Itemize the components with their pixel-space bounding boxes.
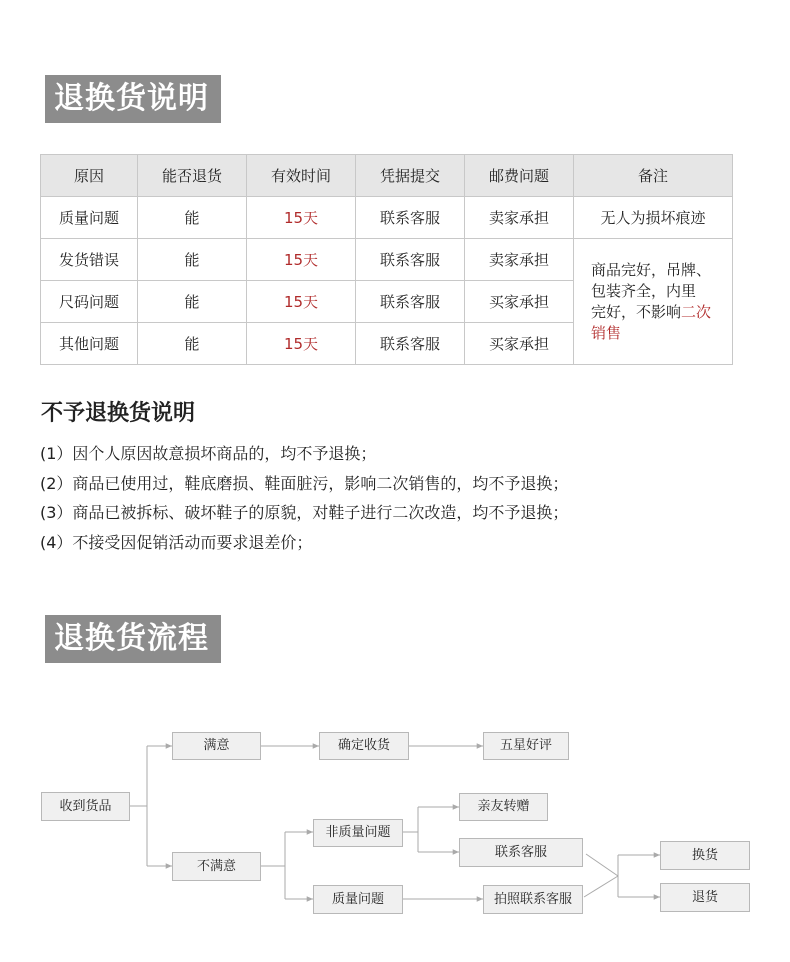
policy-section-title: 退换货说明 <box>45 75 221 123</box>
non-returnable-title: 不予退换货说明 <box>41 401 196 426</box>
return-policy-table <box>40 154 733 365</box>
shipping-cost-cell: 买家承担 <box>465 323 574 365</box>
list-item: (1）因个人原因故意损坏商品的，均不予退换； <box>40 444 377 463</box>
reason-cell: 质量问题 <box>41 197 138 239</box>
flow-node-refund: 退货 <box>660 883 750 912</box>
flow-node-non-quality-issue: 非质量问题 <box>313 819 403 847</box>
returnable-cell: 能 <box>138 281 247 323</box>
column-header: 能否退货 <box>138 155 247 197</box>
proof-cell: 联系客服 <box>356 281 465 323</box>
connector-line <box>584 876 618 897</box>
table-row <box>41 239 733 281</box>
valid-period-cell: 15天 <box>247 323 356 365</box>
note-cell: 无人为损坏痕迹 <box>574 197 733 239</box>
valid-period-cell: 15天 <box>247 281 356 323</box>
list-item: (4）不接受因促销活动而要求退差价； <box>40 532 313 552</box>
note-line: 完好，不影响 <box>591 302 682 321</box>
flow-node-gift-to-friends: 亲友转赠 <box>459 793 548 821</box>
process-section-title: 退换货流程 <box>45 615 221 663</box>
reason-cell: 发货错误 <box>41 239 138 281</box>
proof-cell: 联系客服 <box>356 197 465 239</box>
connector-line <box>586 854 618 876</box>
note-line: 包装齐全，内里 <box>591 281 697 300</box>
flow-node-confirm-receipt: 确定收货 <box>319 732 409 760</box>
flow-node-five-star: 五星好评 <box>483 732 569 760</box>
valid-period-cell: 15天 <box>247 239 356 281</box>
merged-note-cell <box>574 239 733 365</box>
shipping-cost-cell: 卖家承担 <box>465 239 574 281</box>
reason-cell: 其他问题 <box>41 323 138 365</box>
note-highlight: 二次 <box>681 302 712 321</box>
note-line: 商品完好，吊牌、 <box>591 260 712 279</box>
shipping-cost-cell: 买家承担 <box>465 281 574 323</box>
column-header: 邮费问题 <box>465 155 574 197</box>
flow-node-photo-contact-service: 拍照联系客服 <box>483 885 583 914</box>
flow-node-contact-service: 联系客服 <box>459 838 583 867</box>
list-item: (3）商品已被拆标、破坏鞋子的原貌，对鞋子进行二次改造，均不予退换； <box>40 503 569 522</box>
non-returnable-list <box>40 439 568 557</box>
column-header: 原因 <box>41 155 138 197</box>
column-header: 备注 <box>574 155 733 197</box>
shipping-cost-cell: 卖家承担 <box>465 197 574 239</box>
table-header-row <box>41 155 733 197</box>
flow-node-quality-issue: 质量问题 <box>313 885 403 914</box>
flow-node-unsatisfied: 不满意 <box>172 852 261 881</box>
flow-node-satisfied: 满意 <box>172 732 261 760</box>
returnable-cell: 能 <box>138 323 247 365</box>
returnable-cell: 能 <box>138 197 247 239</box>
table-row <box>41 197 733 239</box>
proof-cell: 联系客服 <box>356 239 465 281</box>
column-header: 凭据提交 <box>356 155 465 197</box>
flow-node-received: 收到货品 <box>41 792 130 821</box>
flow-node-exchange: 换货 <box>660 841 750 870</box>
note-highlight: 销售 <box>591 323 622 342</box>
valid-period-cell: 15天 <box>247 197 356 239</box>
returnable-cell: 能 <box>138 239 247 281</box>
proof-cell: 联系客服 <box>356 323 465 365</box>
column-header: 有效时间 <box>247 155 356 197</box>
list-item: (2）商品已使用过，鞋底磨损、鞋面脏污，影响二次销售的，均不予退换； <box>40 473 569 493</box>
reason-cell: 尺码问题 <box>41 281 138 323</box>
